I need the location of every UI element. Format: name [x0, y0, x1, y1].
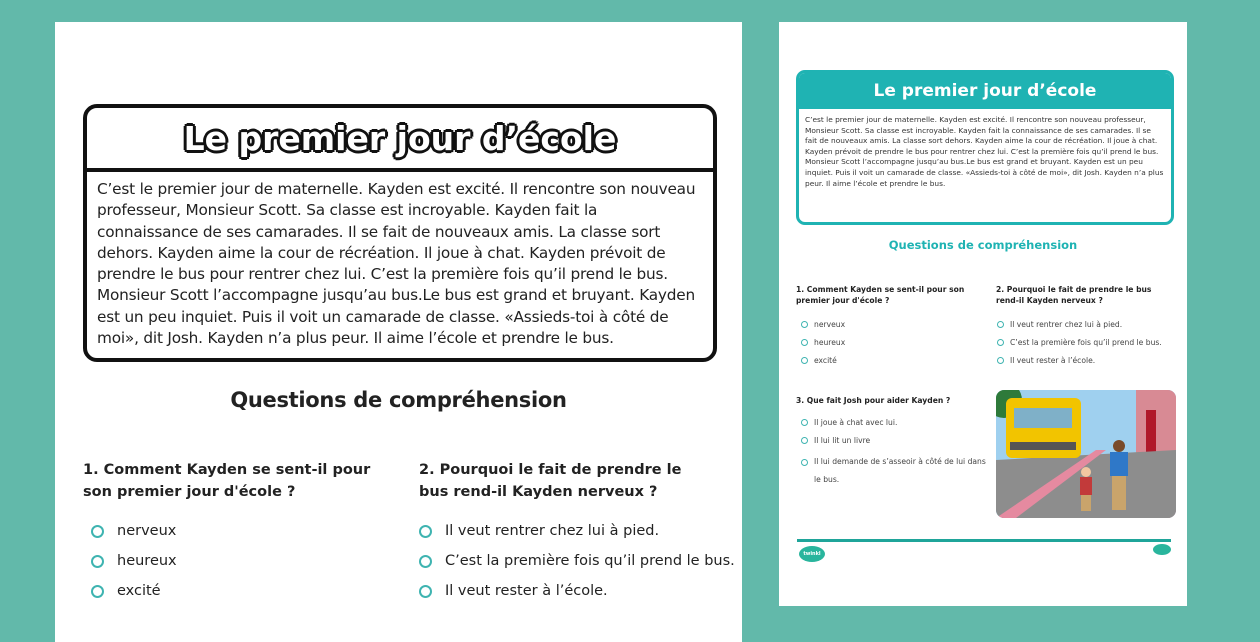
option[interactable] — [801, 337, 845, 348]
radio-circle-icon[interactable] — [801, 419, 808, 426]
radio-circle-icon[interactable] — [91, 585, 104, 598]
worksheet-preview — [779, 22, 1187, 606]
option-label: Il veut rentrer chez lui à pied. — [445, 523, 660, 539]
radio-circle-icon[interactable] — [801, 339, 808, 346]
question-2: 2. Pourquoi le fait de prendre le bus rend-il Kayden nerveux ? — [996, 285, 1152, 305]
option-label: Il veut rester à l’école. — [1010, 356, 1096, 365]
question-2-options — [419, 516, 735, 606]
bus-stop-illustration — [996, 390, 1176, 518]
option[interactable] — [801, 319, 845, 330]
option-label: nerveux — [117, 523, 177, 539]
worksheet-zoomed — [55, 22, 742, 642]
option-label: Il veut rester à l’école. — [445, 583, 608, 599]
option[interactable] — [997, 337, 1162, 348]
story-box — [83, 104, 717, 362]
question-3: 3. Que fait Josh pour aider Kayden ? — [796, 396, 951, 405]
option-label: Il joue à chat avec lui. — [814, 418, 898, 427]
option-label: Il veut rentrer chez lui à pied. — [1010, 320, 1123, 329]
radio-circle-icon[interactable] — [801, 321, 808, 328]
option[interactable] — [801, 417, 991, 428]
story-title: Le premier jour d’école — [799, 73, 1171, 109]
radio-circle-icon[interactable] — [997, 357, 1004, 364]
option[interactable] — [801, 355, 845, 366]
story-text: C’est le premier jour de maternelle. Kayden est excité. Il rencontre son nouveau professeur, Monsieur Scott. Sa classe est incroyable. Kayden fait la connaissance de ses camarades. Il se fait de nouveaux amis. La classe sort dehors. Kayden aime la cour de récréation. Il joue à chat. Kayden prévoit de prendre le bus pour rentrer chez lui. C’est la première fois qu’il prend le bus. Monsieur Scott l’accompagne jusqu’au bus.Le bus est grand et bruyant. Kayden est un peu inquiet. Puis il voit un camarade de classe. «Assieds-toi à côté de moi», dit Josh. Kayden n’a plus peur. Il aime l’école et prendre le bus. — [805, 115, 1164, 188]
radio-circle-icon[interactable] — [801, 357, 808, 364]
twinkl-logo: twinkl — [799, 546, 825, 562]
option[interactable] — [419, 546, 735, 576]
questions-heading: Questions de compréhension — [230, 388, 567, 412]
radio-circle-icon[interactable] — [419, 525, 432, 538]
question-1: 1. Comment Kayden se sent-il pour son premier jour d'école ? — [796, 285, 965, 305]
radio-circle-icon[interactable] — [91, 555, 104, 568]
question-1-options — [91, 516, 177, 606]
option[interactable] — [997, 319, 1162, 330]
option-label: nerveux — [814, 320, 846, 329]
option-label: Il lui lit un livre — [814, 436, 871, 445]
question-2-options — [997, 319, 1162, 373]
radio-circle-icon[interactable] — [801, 459, 808, 466]
option[interactable] — [801, 435, 991, 446]
radio-circle-icon[interactable] — [997, 339, 1004, 346]
radio-circle-icon[interactable] — [91, 525, 104, 538]
questions-heading: Questions de compréhension — [888, 238, 1078, 252]
radio-circle-icon[interactable] — [801, 437, 808, 444]
story-text: C’est le premier jour de maternelle. Kayden est excité. Il rencontre son nouveau professeur, Monsieur Scott. Sa classe est incroyable. Kayden fait la connaissance de ses camarades. Il se fait de nouveaux amis. La classe sort dehors. Kayden aime la cour de récréation. Il joue à chat. Kayden prévoit de prendre le bus pour rentrer chez lui. C’est la première fois qu’il prend le bus. Monsieur Scott l’accompagne jusqu’au bus.Le bus est grand et bruyant. Kayden est un peu inquiet. Puis il voit un camarade de classe. «Assieds-toi à côté de moi», dit Josh. Kayden n’a plus peur. Il aime l’école et prendre le bus. — [97, 180, 696, 348]
footer-divider — [797, 539, 1171, 542]
option-label: Il lui demande de s’asseoir à côté de lui dans le bus. — [814, 457, 986, 484]
option[interactable] — [801, 453, 991, 489]
option-label: heureux — [117, 553, 177, 569]
option[interactable] — [419, 576, 735, 606]
radio-circle-icon[interactable] — [419, 585, 432, 598]
option[interactable] — [91, 546, 177, 576]
story-box — [796, 70, 1174, 225]
option[interactable] — [997, 355, 1162, 366]
question-1-options — [801, 319, 845, 373]
option-label: excité — [814, 356, 837, 365]
radio-circle-icon[interactable] — [419, 555, 432, 568]
option-label: excité — [117, 583, 161, 599]
twinkl-logo-small — [1153, 544, 1171, 555]
option-label: C’est la première fois qu’il prend le bus. — [445, 553, 735, 569]
option-label: heureux — [814, 338, 846, 347]
question-2: 2. Pourquoi le fait de prendre le bus rend-il Kayden nerveux ? — [419, 462, 682, 500]
question-3-options — [801, 417, 991, 496]
question-1: 1. Comment Kayden se sent-il pour son premier jour d'école ? — [83, 462, 371, 500]
option[interactable] — [91, 516, 177, 546]
option-label: C’est la première fois qu’il prend le bus. — [1010, 338, 1162, 347]
option[interactable] — [91, 576, 177, 606]
radio-circle-icon[interactable] — [997, 321, 1004, 328]
story-title: Le premier jour d’école — [87, 108, 713, 172]
option[interactable] — [419, 516, 735, 546]
